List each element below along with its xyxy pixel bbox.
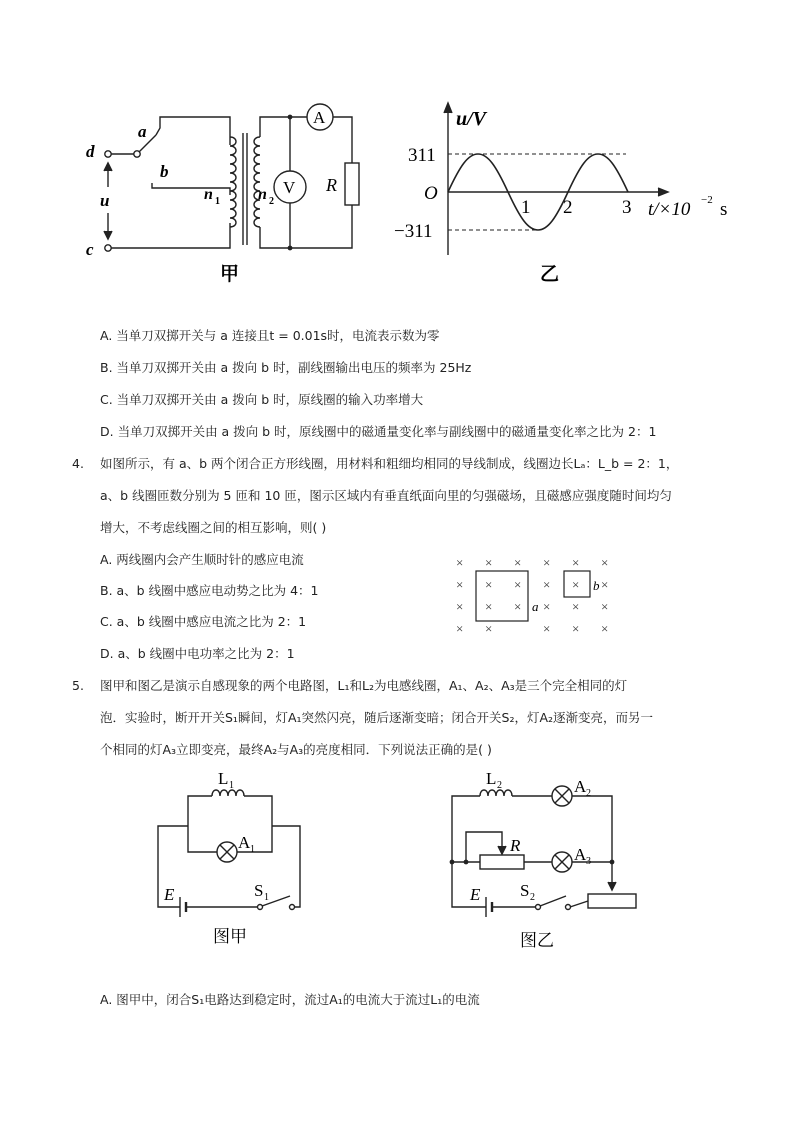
q5-option-a: A. 图甲中，闭合S₁电路达到稳定时，流过A₁的电流大于流过L₁的电流: [100, 992, 480, 1007]
figure-self-induction-yi: [440, 762, 645, 957]
coil-b-label: b: [593, 578, 600, 593]
y-min-label: −311: [394, 221, 433, 242]
svg-text:×: ×: [485, 621, 493, 636]
svg-text:×: ×: [543, 599, 551, 614]
svg-text:×: ×: [572, 621, 580, 636]
label-n1: n: [204, 186, 213, 203]
voltmeter-label: V: [283, 178, 296, 197]
svg-text:×: ×: [514, 599, 522, 614]
q3-option-d: D. 当单刀双掷开关由 a 拨向 b 时，原线圈中的磁通量变化率与副线圈中的磁通量变化率之比为 2：1: [100, 424, 657, 439]
y-axis-label: u/V: [456, 108, 487, 130]
svg-text:×: ×: [456, 621, 464, 636]
fig1-L: L: [218, 769, 229, 788]
tick-3: 3: [622, 197, 632, 218]
coil-a-label: a: [532, 599, 539, 614]
fig2-S: S: [520, 881, 530, 900]
figure-self-induction-jia: [150, 762, 310, 952]
figure-transformer-circuit: [80, 95, 380, 295]
fig1-A: A: [238, 833, 251, 852]
q3-option-b: B. 当单刀双掷开关由 a 拨向 b 时，副线圈输出电压的频率为 25Hz: [100, 360, 472, 375]
fig2-L: L: [486, 769, 497, 788]
svg-text:×: ×: [485, 599, 493, 614]
label-n2-sub: 2: [269, 196, 274, 207]
q4-option-d: D. a、b 线圈中电功率之比为 2：1: [100, 646, 295, 661]
fig1-A-sub: 1: [250, 844, 255, 855]
figure-sine-graph: [390, 95, 740, 295]
q5-stem-line2: 泡．实验时，断开开关S₁瞬间，灯A₁突然闪亮，随后逐渐变暗；闭合开关S₂，灯A₂逐渐变亮，而另一: [100, 710, 654, 725]
q4-number: 4.: [72, 456, 84, 471]
svg-text:×: ×: [485, 577, 493, 592]
fig2-A2-sub: 2: [586, 788, 591, 799]
q4-stem-line2: a、b 线圈匝数分别为 5 匝和 10 匝，图示区域内有垂直纸面向里的匀强磁场，且磁感应强度随时间均匀: [100, 488, 672, 503]
x-axis-unit: s: [720, 199, 728, 220]
fig2-A3-sub: 3: [586, 856, 591, 867]
q3-option-a: A. 当单刀双掷开关与 a 连接且t = 0.01s时，电流表示数为零: [100, 328, 440, 343]
q4-stem-line1: 如图所示，有 a、b 两个闭合正方形线圈，用材料和粗细均相同的导线制成，线圈边长Lₐ：L_b = 2：1，: [100, 456, 679, 471]
svg-text:×: ×: [514, 555, 522, 570]
q4-stem-line3: 增大，不考虑线圈之间的相互影响，则( ): [100, 520, 327, 535]
fig1-S-sub: 1: [264, 892, 269, 903]
label-a: a: [138, 122, 147, 141]
caption-yi: 乙: [540, 263, 560, 285]
svg-text:×: ×: [601, 621, 609, 636]
svg-text:×: ×: [572, 555, 580, 570]
y-max-label: 311: [408, 145, 436, 166]
x-axis-label: t/×10: [648, 199, 691, 220]
svg-text:×: ×: [543, 621, 551, 636]
caption-jia: 甲: [220, 263, 240, 285]
svg-text:×: ×: [543, 577, 551, 592]
fig1-E: E: [164, 885, 175, 904]
origin-label: O: [424, 183, 438, 204]
q4-option-b: B. a、b 线圈中感应电动势之比为 4：1: [100, 583, 319, 598]
svg-text:×: ×: [485, 555, 493, 570]
ammeter-label: A: [313, 108, 326, 127]
fig2-S-sub: 2: [530, 892, 535, 903]
label-d: d: [86, 142, 95, 161]
svg-text:×: ×: [572, 577, 580, 592]
svg-text:×: ×: [601, 555, 609, 570]
svg-text:×: ×: [456, 599, 464, 614]
resistor-label: R: [326, 175, 337, 195]
caption-fig-yi: 图乙: [520, 931, 554, 951]
figure-magnetic-field-coils: [448, 552, 623, 640]
q5-stem-line3: 个相同的灯A₃立即变亮，最终A₂与A₃的亮度相同．下列说法正确的是( ): [100, 742, 492, 757]
label-n2: n: [258, 186, 267, 203]
q3-option-c: C. 当单刀双掷开关由 a 拨向 b 时，原线圈的输入功率增大: [100, 392, 424, 407]
svg-text:×: ×: [572, 599, 580, 614]
svg-text:×: ×: [601, 599, 609, 614]
fig2-R: R: [510, 836, 521, 855]
fig2-E: E: [470, 885, 481, 904]
fig1-L-sub: 1: [229, 780, 234, 791]
svg-text:×: ×: [456, 555, 464, 570]
fig2-A2: A: [574, 777, 587, 796]
svg-text:×: ×: [601, 577, 609, 592]
fig2-A3: A: [574, 845, 587, 864]
tick-1: 1: [521, 197, 531, 218]
caption-fig-jia: 图甲: [213, 927, 247, 947]
x-axis-exponent: −2: [701, 194, 713, 206]
label-u: u: [100, 191, 110, 210]
q5-number: 5.: [72, 678, 84, 693]
label-c: c: [86, 240, 94, 259]
svg-text:×: ×: [456, 577, 464, 592]
fig1-S: S: [254, 881, 264, 900]
q4-option-a: A. 两线圈内会产生顺时针的感应电流: [100, 552, 304, 567]
svg-text:×: ×: [543, 555, 551, 570]
q5-stem-line1: 图甲和图乙是演示自感现象的两个电路图，L₁和L₂为电感线圈，A₁、A₂、A₃是三个完全相同的灯: [100, 678, 628, 693]
fig2-L-sub: 2: [497, 780, 502, 791]
label-b: b: [160, 162, 169, 181]
label-n1-sub: 1: [215, 196, 220, 207]
q4-option-c: C. a、b 线圈中感应电流之比为 2：1: [100, 614, 307, 629]
tick-2: 2: [563, 197, 573, 218]
svg-text:×: ×: [514, 577, 522, 592]
